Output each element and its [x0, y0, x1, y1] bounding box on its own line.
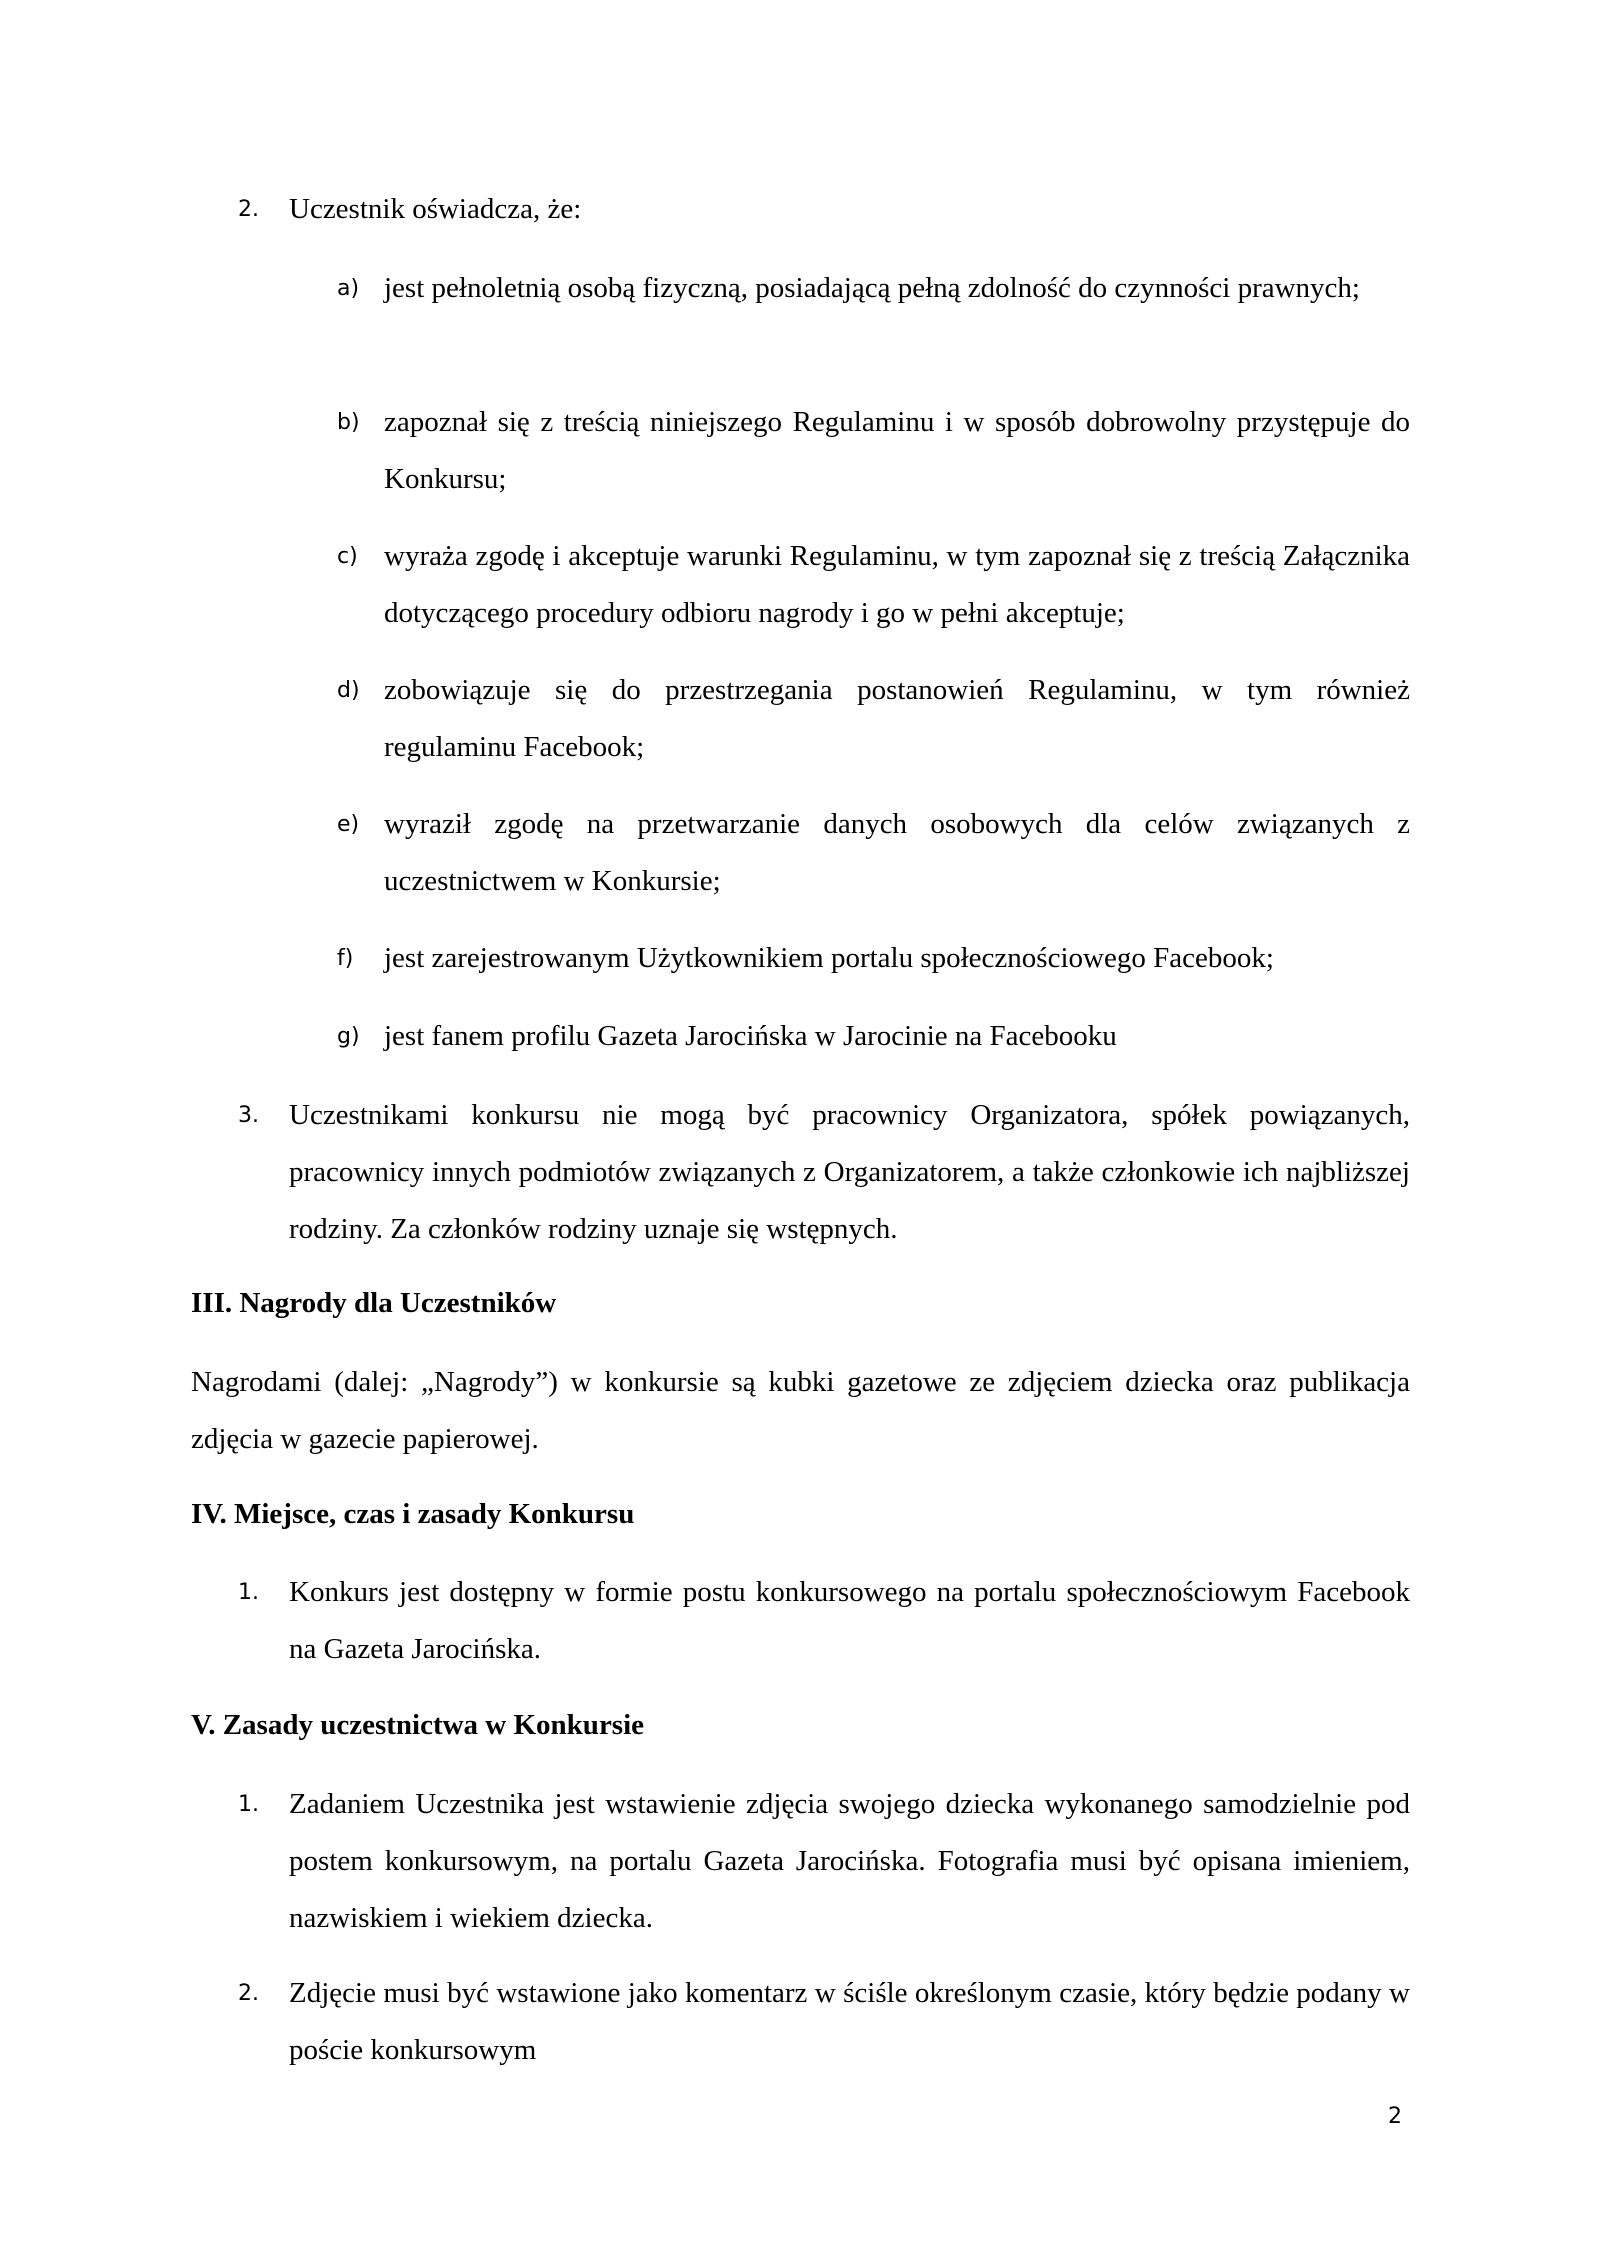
- sub-item-d: [337, 662, 1410, 776]
- list-item-2: [238, 1965, 1410, 2079]
- list-item-text: jest fanem profilu Gazeta Jarocińska w Jarocinie na Facebooku: [384, 1020, 1117, 1052]
- list-marker: d): [337, 678, 360, 703]
- list-item-text: Zadaniem Uczestnika jest wstawienie zdjęcia swojego dziecka wykonanego samodzielnie pod postem konkursowym, na portalu Gazeta Jarocińska. Fotografia musi być opisana imieniem, nazwiskiem i wiekiem dziecka.: [289, 1788, 1410, 1934]
- section-heading: V. Zasady uczestnictwa w Konkursie: [191, 1709, 645, 1741]
- list-item-text: wyraził zgodę na przetwarzanie danych osobowych dla celów związanych z uczestnictwem w Konkursie;: [384, 808, 1410, 897]
- list-item-1: [238, 1776, 1410, 1947]
- list-item-1: [238, 1564, 1410, 1678]
- sub-item-b: [337, 394, 1410, 508]
- list-marker: c): [337, 544, 358, 569]
- list-item-2: [238, 181, 1410, 238]
- section-paragraph: Nagrodami (dalej: „Nagrody”) w konkursie są kubki gazetowe ze zdjęciem dziecka oraz publikacja zdjęcia w gazecie papierowej.: [191, 1366, 1410, 1455]
- list-item-text: Zdjęcie musi być wstawione jako komentarz w ściśle określonym czasie, który będzie podany w poście konkursowym: [289, 1977, 1410, 2066]
- sub-item-f: [337, 930, 1410, 987]
- list-item-text: zobowiązuje się do przestrzegania postanowień Regulaminu, w tym również regulaminu Facebook;: [384, 674, 1410, 763]
- section-heading: IV. Miejsce, czas i zasady Konkursu: [191, 1498, 635, 1530]
- list-item-text: wyraża zgodę i akceptuje warunki Regulaminu, w tym zapoznał się z treścią Załącznika dotyczącego procedury odbioru nagrody i go w pełni akceptuje;: [384, 540, 1410, 629]
- list-marker: 1.: [238, 1792, 259, 1817]
- list-item-text: jest pełnoletnią osobą fizyczną, posiadającą pełną zdolność do czynności prawnych;: [384, 272, 1360, 304]
- list-item-text: zapoznał się z treścią niniejszego Regulaminu i w sposób dobrowolny przystępuje do Konkursu;: [384, 406, 1410, 495]
- list-marker: b): [337, 410, 360, 435]
- list-marker: e): [337, 812, 360, 837]
- list-item-3: [238, 1087, 1410, 1258]
- sub-item-a: [337, 260, 1410, 317]
- list-marker: 2.: [238, 197, 259, 222]
- list-item-text: Konkurs jest dostępny w formie postu konkursowego na portalu społecznościowym Facebook na Gazeta Jarocińska.: [289, 1576, 1410, 1665]
- sub-item-g: [337, 1008, 1410, 1065]
- list-item-text: Uczestnik oświadcza, że:: [289, 193, 582, 225]
- list-marker: 2.: [238, 1981, 259, 2006]
- list-marker: g): [337, 1024, 360, 1049]
- page-number: 2: [1388, 2104, 1402, 2129]
- list-marker: 3.: [238, 1103, 259, 1128]
- sub-item-c: [337, 528, 1410, 642]
- list-marker: f): [337, 946, 354, 971]
- list-marker: a): [337, 276, 360, 301]
- list-item-text: Uczestnikami konkursu nie mogą być pracownicy Organizatora, spółek powiązanych, pracownicy innych podmiotów związanych z Organizatorem, a także członkowie ich najbliższej rodziny. Za członków rodziny uznaje się wstępnych.: [289, 1099, 1410, 1245]
- section-heading: III. Nagrody dla Uczestników: [191, 1287, 557, 1319]
- sub-item-e: [337, 796, 1410, 910]
- list-marker: 1.: [238, 1580, 259, 1605]
- list-item-text: jest zarejestrowanym Użytkownikiem portalu społecznościowego Facebook;: [384, 942, 1274, 974]
